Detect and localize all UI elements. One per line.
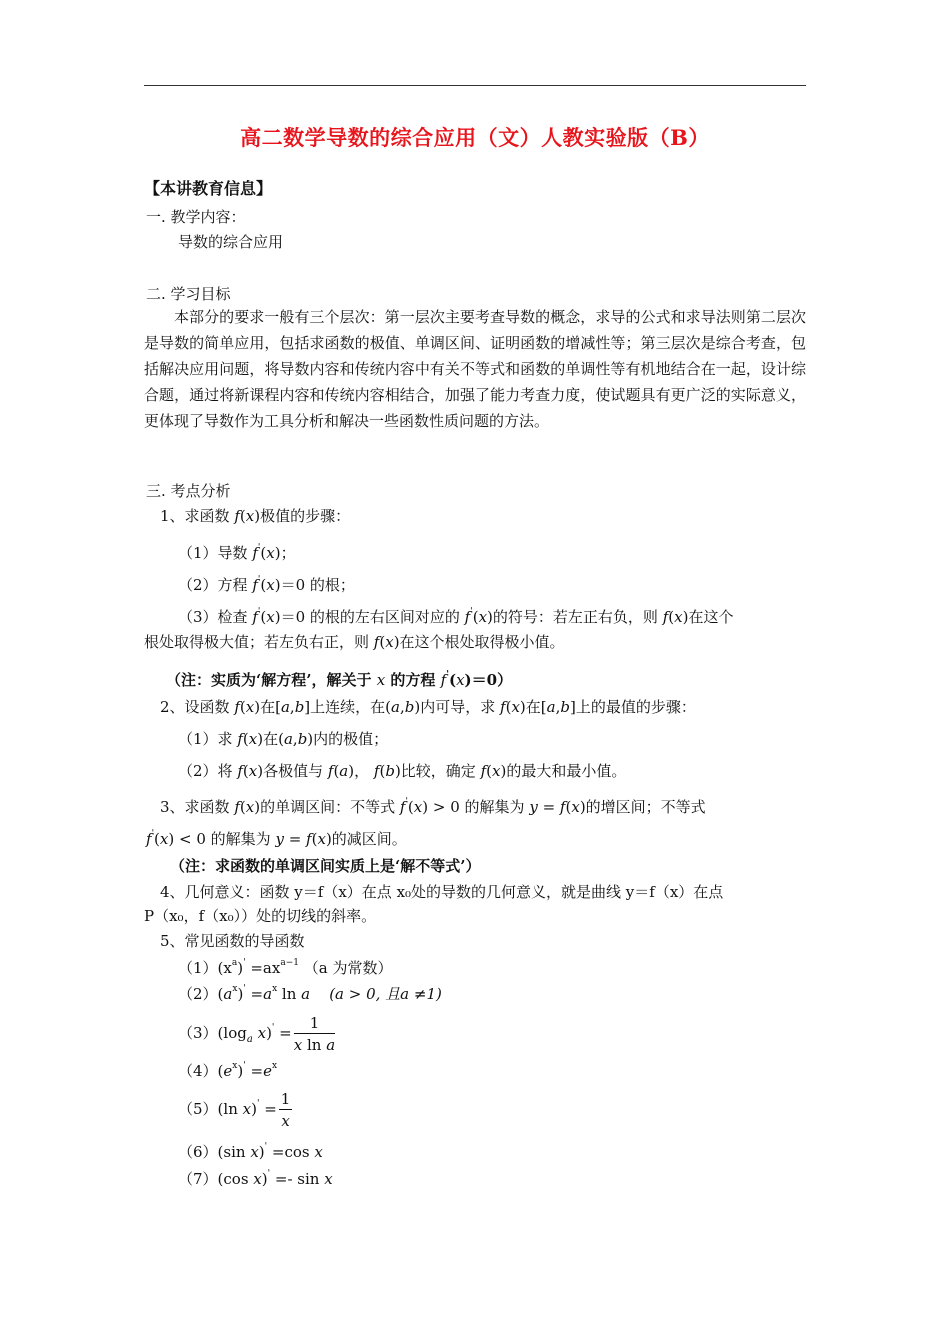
item2-step1: （1）求 f(x)在(a,b)内的极值； [178,730,389,748]
formula-1: $(1)(x^a)' =ax^{a-1}$ （a 为常数） [178,958,393,977]
item1-step3-cont: 根处取得极大值；若左负右正，则 f(x)在这个根处取得极小值。 [144,633,565,651]
item1-step1: （1）导数 f'(x)； [178,543,296,562]
s3-heading: 三. 考点分析 [146,482,231,500]
item3-line: 3、求函数 f(x)的单调区间：不等式 f'(x) > 0 的解集为 y = f(x)的增区间；不等式 [160,797,706,816]
formula-6: （6）(sin x)' =cos x [178,1142,323,1161]
formula-4: $(4)(e^x)' =e^x$ [178,1061,278,1080]
s2-paragraph: 本部分的要求一般有三个层次：第一层次主要考查导数的概念，求导的公式和求导法则第二层次是导数的简单应用，包括求函数的极值、单调区间、证明函数的增减性等；第三层次是综合考查，包括解决应用问题，将导数内容和传统内容中有关不等式和函数的单调性等有机地结合在一起，设计综合题，通过将新课程内容和传统内容相结合，加强了能力考查力度，使试题具有更广泛的实际意义，更体现了导数作为工具分析和解决一些函数性质问题的方法。 [144,308,806,430]
item1-step2: （2）方程 f'(x)＝0 的根； [178,575,355,594]
item2-step2: （2）将 f(x)各极值与 f(a)， f(b)比较，确定 f(x)的最大和最小值。 [178,762,627,780]
item2-line: 2、设函数 f(x)在[a,b]上连续，在(a,b)内可导，求 f(x)在[a,b]上的最值的步骤： [160,698,696,716]
formula-2: $(2)(a^x)' =a^x$ ln a (a > 0, 且a ≠1) [178,984,442,1003]
s1-content: 导数的综合应用 [178,233,284,251]
formula-5: （5）(ln x)' = $\frac{1}{x}$ [178,1089,291,1130]
s1-heading: 一. 教学内容： [146,208,246,226]
formula-3: $(3)(\log_a$ x)' = $\frac{1}{\text{x ln a}}$ [178,1013,336,1054]
item3-note: （注：求函数的单调区间实质上是‘解不等式’） [170,857,481,875]
item3-line2: f'(x) < 0 的解集为 y = f(x)的减区间。 [146,829,407,848]
item1-note: （注：实质为‘解方程’，解关于 x 的方程 f'(x)＝0） [166,670,513,689]
header-rule [144,85,806,86]
info-heading: 【本讲教育信息】 [144,179,273,198]
item1-line: 1、求函数 f(x)极值的步骤： [160,507,351,525]
page-title: 高二数学导数的综合应用（文）人教实验版（B） [240,125,710,150]
item4-line1: 4、几何意义：函数 y＝f（x）在点 x₀处的导数的几何意义，就是曲线 y＝f（x）在点 [160,883,724,901]
item5-heading: 5、常见函数的导函数 [160,932,305,950]
s2-heading: 二. 学习目标 [146,285,231,303]
formula-7: （7）(cos x)' =- sin x [178,1169,333,1188]
item1-step3: （3）检查 f'(x)＝0 的根的左右区间对应的 f'(x)的符号：若左正右负，则 f(x)在这个 [178,607,734,626]
item4-line2: P（x₀，f（x₀））处的切线的斜率。 [144,907,377,925]
